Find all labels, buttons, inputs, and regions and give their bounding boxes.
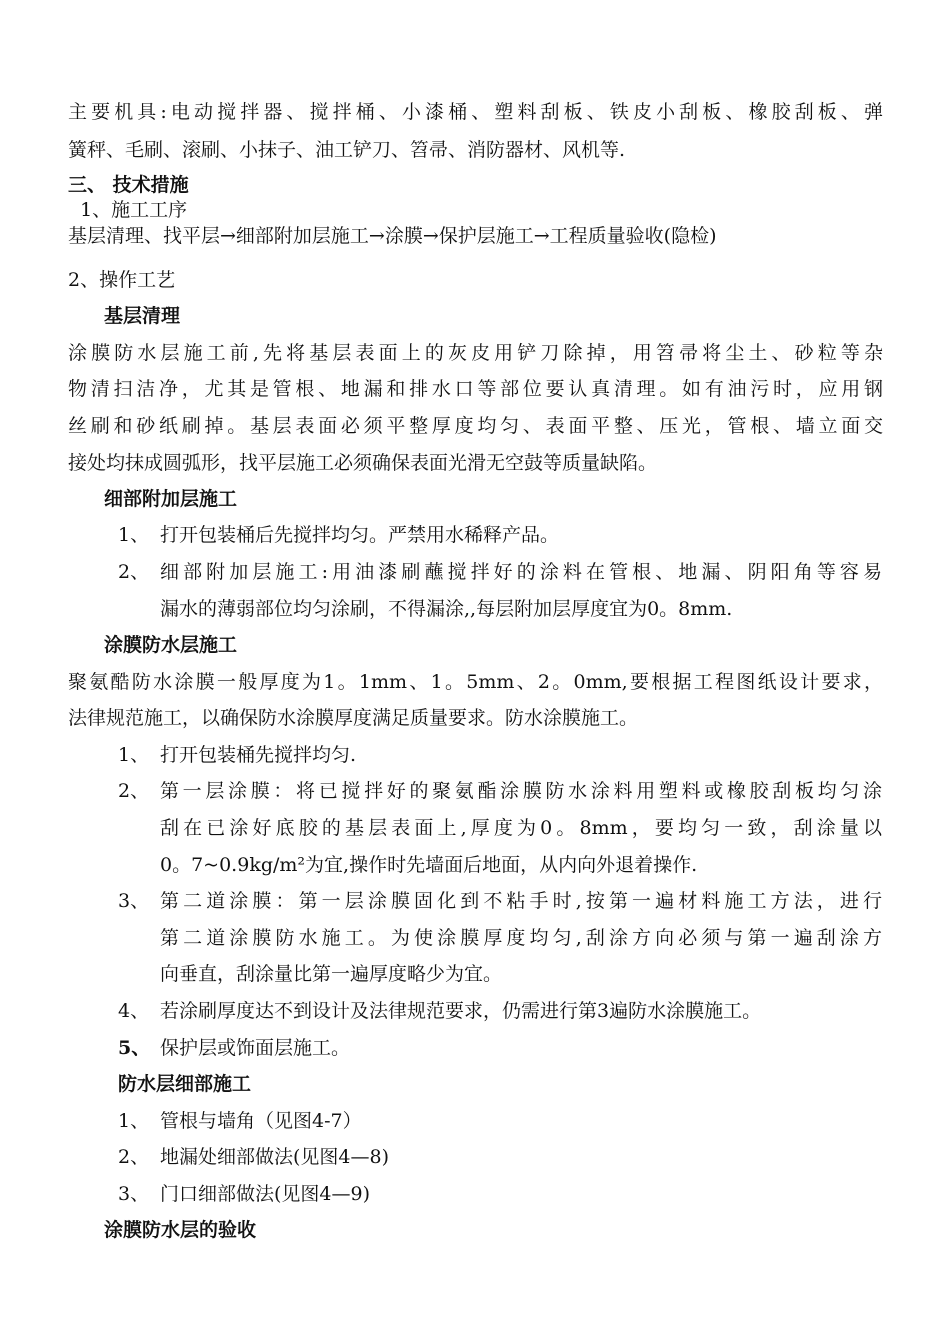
detail-construction-item-number: 3、 xyxy=(118,1183,150,1205)
base-cleaning-line: 物清扫洁净，尤其是管根、地漏和排水口等部位要认真清理。如有油污时，应用钢 xyxy=(68,378,883,400)
coating-item-line: 保护层或饰面层施工。 xyxy=(160,1037,351,1059)
tools-line-2: 簧秤、毛刷、滚刷、小抹子、油工铲刀、笤帚、消防器材、风机等. xyxy=(68,139,626,161)
coating-item-line: 第二道涂膜：第一层涂膜固化到不粘手时,按第一遍材料施工方法，进行 xyxy=(160,890,882,912)
detail-construction-item-number: 2、 xyxy=(118,1146,150,1168)
coating-item-number: 1、 xyxy=(118,744,150,766)
detail-layer-item-line: 打开包装桶后先搅拌均匀。严禁用水稀释产品。 xyxy=(160,524,560,546)
coating-item-number: 4、 xyxy=(118,1000,150,1022)
detail-layer-item-line: 细部附加层施工:用油漆刷蘸搅拌好的涂料在管根、地漏、阴阳角等容易 xyxy=(160,561,882,583)
base-cleaning-line: 接处均抹成圆弧形，找平层施工必须确保表面光滑无空鼓等质量缺陷。 xyxy=(68,452,658,474)
procedure-title: 1、施工工序 xyxy=(68,199,188,221)
coating-intro-line: 法律规范施工，以确保防水涂膜厚度满足质量要求。防水涂膜施工。 xyxy=(68,707,639,729)
coating-item-number: 3、 xyxy=(118,890,150,912)
craft-title: 2、操作工艺 xyxy=(68,269,176,291)
detail-construction-item-line: 门口细部做法(见图4—9) xyxy=(160,1183,371,1205)
coating-item-line: 打开包装桶先搅拌均匀. xyxy=(160,744,357,766)
coating-item-line: 第二道涂膜防水施工。为使涂膜厚度均匀,刮涂方向必须与第一遍刮涂方 xyxy=(160,927,882,949)
coating-item-line: 0。7~0.9kg/m²为宜,操作时先墙面后地面，从内向外退着操作. xyxy=(160,854,698,876)
coating-intro-line: 聚氨酷防水涂膜一般厚度为1。1mm、1。5mm、2。0mm,要根据工程图纸设计要求， xyxy=(68,671,883,693)
detail-layer-item-line: 漏水的薄弱部位均匀涂刷，不得漏涂,,每层附加层厚度宜为0。8mm. xyxy=(160,598,733,620)
coating-item-line: 第一层涂膜：将已搅拌好的聚氨酯涂膜防水涂料用塑料或橡胶刮板均匀涂 xyxy=(160,780,882,802)
base-cleaning-heading: 基层清理 xyxy=(104,305,181,327)
detail-layer-heading: 细部附加层施工 xyxy=(104,488,238,510)
detail-construction-item-line: 管根与墙角（见图4-7） xyxy=(160,1110,362,1132)
tools-line-1: 主要机具:电动搅拌器、搅拌桶、小漆桶、塑料刮板、铁皮小刮板、橡胶刮板、弹 xyxy=(68,101,883,123)
detail-layer-item-number: 2、 xyxy=(118,561,150,583)
detail-construction-item-number: 1、 xyxy=(118,1110,150,1132)
coating-item-number: 5、 xyxy=(118,1037,151,1059)
detail-layer-item-number: 1、 xyxy=(118,524,150,546)
procedure-flow: 基层清理、找平层→细部附加层施工→涂膜→保护层施工→工程质量验收(隐检) xyxy=(68,225,717,247)
detail-construction-item-line: 地漏处细部做法(见图4—8) xyxy=(160,1146,390,1168)
base-cleaning-line: 涂膜防水层施工前,先将基层表面上的灰皮用铲刀除掉，用笤帚将尘土、砂粒等杂 xyxy=(68,342,883,364)
section-3-heading: 三、 技术措施 xyxy=(68,174,189,196)
coating-item-line: 向垂直，刮涂量比第一遍厚度略少为宜。 xyxy=(160,963,503,985)
coating-layer-heading: 涂膜防水层施工 xyxy=(104,634,238,656)
coating-item-number: 2、 xyxy=(118,780,150,802)
base-cleaning-line: 丝刷和砂纸刷掉。基层表面必须平整厚度均匀、表面平整、压光，管根、墙立面交 xyxy=(68,415,883,437)
acceptance-heading: 涂膜防水层的验收 xyxy=(104,1219,257,1241)
coating-item-line: 若涂刷厚度达不到设计及法律规范要求，仍需进行第3遍防水涂膜施工。 xyxy=(160,1000,762,1022)
detail-construction-heading: 防水层细部施工 xyxy=(118,1073,252,1095)
coating-item-line: 刮在已涂好底胶的基层表面上,厚度为0。8mm，要均匀一致，刮涂量以 xyxy=(160,817,882,839)
